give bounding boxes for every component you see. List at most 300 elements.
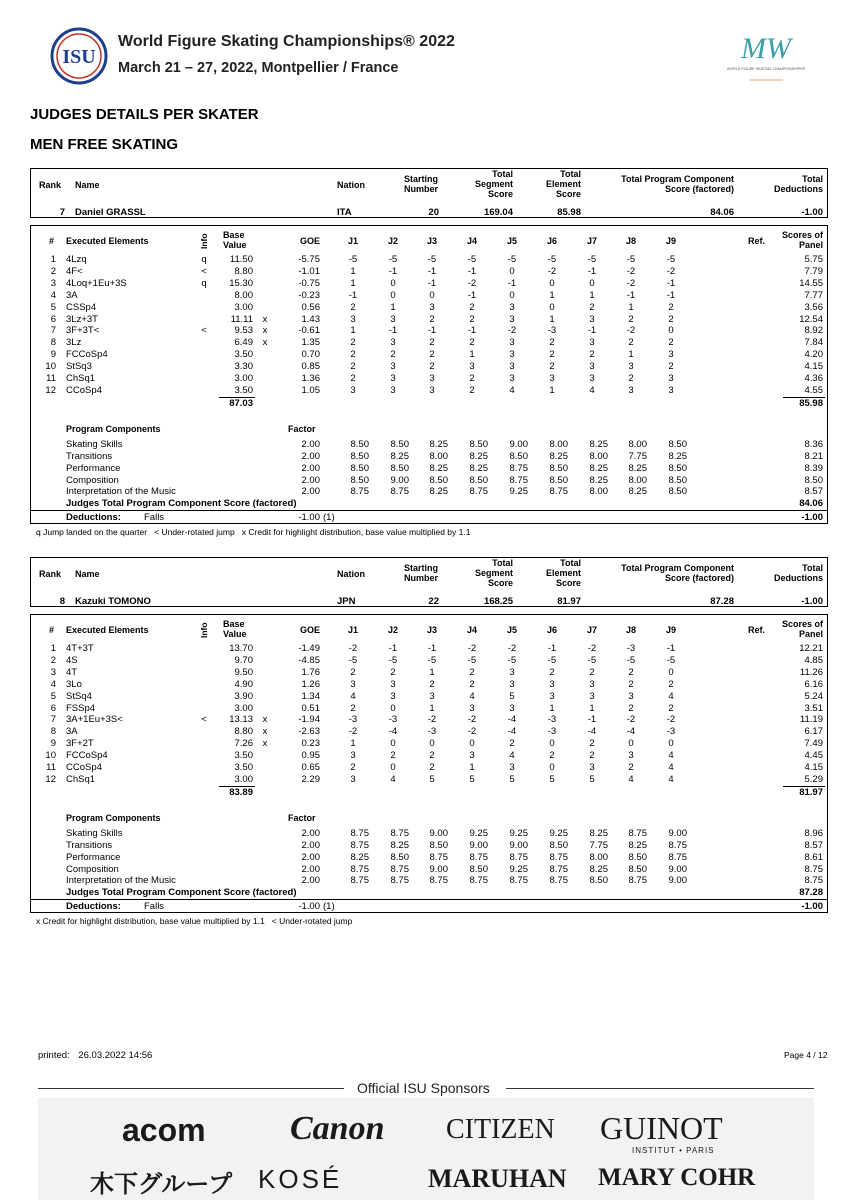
element-judge-5-score: 2 (509, 738, 515, 750)
component-judge-5-score: 8.75 (509, 851, 528, 863)
component-judge-8-score: 8.50 (628, 851, 647, 863)
element-judge-2-score: -5 (388, 654, 398, 666)
element-judge-7-score: 1 (589, 289, 595, 301)
element-judge-7-score: -1 (587, 714, 597, 726)
program-components-label: Program Components (66, 812, 161, 823)
element-base-value: 7.26 (234, 738, 253, 750)
component-judge-3-score: 8.25 (429, 486, 448, 498)
component-judge-5-score: 9.00 (509, 839, 528, 851)
sponsor-acom-logo: acom (122, 1112, 206, 1148)
component-row (31, 475, 829, 487)
element-info: q (201, 254, 207, 265)
element-judge-9-score: 4 (668, 690, 674, 702)
component-panel-score: 8.39 (804, 462, 823, 474)
element-judge-7-score: -4 (587, 726, 597, 738)
skater-total-segment-score: 169.04 (483, 207, 513, 218)
element-judge-4-score: 2 (469, 373, 475, 384)
component-judge-8-score: 8.75 (628, 827, 647, 839)
col-header-executed-elements: Executed Elements (66, 236, 149, 246)
component-panel-score: 8.50 (804, 474, 823, 486)
element-code: StSq3 (66, 361, 92, 373)
program-components-header (31, 812, 829, 824)
deductions-label: Deductions: (66, 901, 121, 913)
element-base-value: 3.00 (234, 702, 253, 714)
event-logo-caption: WORLD FIGURE SKATING CHAMPIONSHIPS® (726, 67, 806, 71)
component-judge-7-score: 8.00 (589, 486, 608, 498)
element-goe: -2.63 (298, 726, 320, 738)
element-judge-5-score: 5 (509, 690, 515, 702)
element-judge-7-score: 5 (589, 773, 595, 785)
col-header-ded-2: Deductions (773, 184, 823, 194)
element-row (31, 349, 829, 361)
deductions-row (31, 512, 829, 524)
skater-block (30, 168, 828, 543)
skater-starting-number: 20 (428, 207, 439, 218)
deduction-value: -1.00 (298, 901, 320, 913)
col-header-ded-1: Total (802, 174, 823, 184)
element-judge-8-score: -4 (626, 726, 636, 738)
pcs-total-label: Judges Total Program Component Score (factored) (66, 498, 297, 510)
element-panel-score: 4.85 (804, 654, 823, 666)
component-row (31, 828, 829, 840)
element-judge-3-score: 2 (429, 349, 435, 361)
col-header-panel: Panel (798, 629, 823, 639)
pcs-total-value: 84.06 (799, 498, 823, 510)
col-header-starting: Starting (403, 174, 438, 184)
component-factor: 2.00 (301, 462, 320, 474)
element-row (31, 325, 829, 337)
element-judge-4-score: 3 (469, 702, 475, 714)
element-judge-2-score: 0 (390, 738, 396, 750)
element-judge-2-score: 3 (390, 361, 396, 373)
element-judge-1-score: 1 (350, 265, 356, 277)
element-code: 3A+1Eu+3S< (66, 714, 123, 726)
element-judge-5-score: 4 (509, 384, 515, 396)
element-judge-9-score: 2 (668, 361, 674, 373)
judges-details-box (30, 225, 828, 524)
element-panel-score: 4.20 (804, 349, 823, 361)
element-goe: 0.70 (301, 349, 320, 361)
element-base-value: 8.80 (234, 265, 253, 277)
element-judge-3-score: -2 (427, 714, 437, 726)
element-judge-2-score: 3 (390, 384, 396, 396)
element-judge-2-score: -1 (388, 325, 398, 337)
element-judge-1-score: -1 (348, 289, 358, 301)
col-header-ref: Ref. (748, 625, 766, 635)
sponsor-guinot-sub: INSTITUT • PARIS (632, 1146, 715, 1155)
element-judge-3-score: 2 (429, 361, 435, 373)
element-row (31, 385, 829, 397)
element-judge-7-score: 2 (589, 738, 595, 750)
printed-timestamp (38, 1050, 152, 1061)
element-judge-1-score: -5 (348, 254, 358, 265)
deduction-count: (1) (323, 512, 335, 524)
col-header-panel: Panel (798, 240, 823, 250)
element-judge-8-score: 3 (628, 750, 634, 762)
component-judge-7-score: 8.25 (589, 462, 608, 474)
element-judge-2-score: 3 (390, 313, 396, 325)
pcs-total-row (31, 887, 829, 899)
component-judge-3-score: 8.50 (429, 474, 448, 486)
sponsor-canon-logo: Canon (290, 1110, 385, 1147)
legend-footnote: q Jump landed on the quarter < Under-rotated jump x Credit for highlight distribution, base value multiplied by 1.1 (36, 527, 471, 538)
element-judge-6-score: -2 (547, 265, 557, 277)
element-row (31, 361, 829, 373)
element-judge-3-score: 3 (429, 301, 435, 313)
component-panel-score: 8.75 (804, 875, 823, 887)
skater-name: Daniel GRASSL (75, 207, 146, 218)
element-code: FCCoSp4 (66, 349, 108, 361)
component-judge-9-score: 8.50 (668, 486, 687, 498)
col-header-rank: Rank (39, 180, 62, 190)
element-code: 4T+3T (66, 643, 94, 654)
element-panel-score: 4.36 (804, 373, 823, 384)
element-judge-7-score: 2 (589, 301, 595, 313)
printed-label: printed: (38, 1050, 70, 1061)
element-code: 4T (66, 666, 78, 678)
element-info: < (201, 325, 207, 337)
element-number: 6 (50, 313, 56, 325)
component-row (31, 840, 829, 852)
element-goe: -0.61 (298, 325, 320, 337)
component-judge-9-score: 9.00 (668, 827, 687, 839)
element-judge-4-score: 2 (469, 666, 475, 678)
component-factor: 2.00 (301, 450, 320, 462)
component-judge-8-score: 8.50 (628, 863, 647, 875)
element-code: FCCoSp4 (66, 750, 108, 762)
element-judge-7-score: 2 (589, 750, 595, 762)
pcs-rule (31, 510, 827, 511)
element-goe: 0.95 (301, 750, 320, 762)
element-judge-2-score: 3 (390, 373, 396, 384)
element-judge-1-score: 2 (350, 349, 356, 361)
skater-name: Kazuki TOMONO (75, 596, 151, 607)
element-judge-9-score: -1 (666, 643, 676, 654)
col-header-judge-3: J3 (426, 236, 437, 246)
element-judge-5-score: 3 (509, 337, 515, 349)
element-judge-9-score: 0 (668, 738, 674, 750)
element-judge-4-score: 2 (469, 313, 475, 325)
element-judge-6-score: 3 (549, 678, 555, 690)
sponsor-divider-left (38, 1088, 344, 1089)
component-name: Skating Skills (66, 438, 123, 450)
element-number: 12 (45, 773, 56, 785)
component-panel-score: 8.57 (804, 486, 823, 498)
element-judge-4-score: -2 (467, 714, 477, 726)
element-judge-9-score: 4 (668, 773, 674, 785)
element-judge-6-score: 2 (549, 349, 555, 361)
element-panel-score: 11.26 (799, 666, 823, 678)
element-judge-5-score: 3 (509, 762, 515, 773)
element-base-value: 11.50 (229, 254, 253, 265)
col-header-tpcs-1: Total Program Component (621, 563, 734, 573)
component-judge-6-score: 8.75 (549, 486, 568, 498)
col-header-judge-4: J4 (466, 625, 477, 635)
col-header-tss-2: Segment (474, 568, 513, 578)
element-judge-2-score: 0 (390, 702, 396, 714)
element-judge-1-score: 1 (350, 325, 356, 337)
element-number: 5 (50, 690, 56, 702)
col-header-tes-3: Score (555, 578, 581, 588)
element-code: FSSp4 (66, 702, 96, 714)
sponsors-band (38, 1098, 814, 1200)
element-goe: 1.35 (301, 337, 320, 349)
element-judge-7-score: 3 (589, 337, 595, 349)
element-goe: 0.85 (301, 361, 320, 373)
element-row (31, 726, 829, 738)
component-judge-6-score: 8.75 (549, 851, 568, 863)
component-factor: 2.00 (301, 851, 320, 863)
component-judge-7-score: 8.00 (589, 851, 608, 863)
element-judge-3-score: -3 (427, 726, 437, 738)
element-judge-4-score: -2 (467, 277, 477, 289)
component-judge-3-score: 8.75 (429, 851, 448, 863)
element-goe: 0.51 (301, 702, 320, 714)
element-judge-4-score: 3 (469, 750, 475, 762)
element-judge-7-score: 3 (589, 690, 595, 702)
col-header-judge-7: J7 (586, 236, 597, 246)
component-panel-score: 8.96 (804, 827, 823, 839)
document-title: JUDGES DETAILS PER SKATER (30, 106, 259, 123)
sponsor-citizen-logo: CITIZEN (446, 1114, 555, 1145)
element-judge-1-score: 3 (350, 313, 356, 325)
skater-rank: 8 (59, 596, 65, 607)
deductions-row (31, 901, 829, 913)
element-judge-1-score: 3 (350, 678, 356, 690)
element-judge-3-score: 3 (429, 384, 435, 396)
col-header-info: Info (198, 233, 209, 250)
element-judge-5-score: -4 (507, 714, 517, 726)
element-judge-6-score: 2 (549, 337, 555, 349)
component-judge-4-score: 8.50 (469, 474, 488, 486)
element-number: 10 (45, 750, 56, 762)
component-judge-2-score: 9.00 (390, 474, 409, 486)
skater-rank: 7 (59, 207, 65, 218)
element-goe: 1.36 (301, 373, 320, 384)
col-header-number-sign: # (49, 236, 55, 246)
col-header-scores-of: Scores of (781, 230, 823, 240)
sponsor-maruhan-logo: MARUHAN (428, 1164, 567, 1193)
col-header-tss-3: Score (487, 578, 513, 588)
element-judge-3-score: 2 (429, 762, 435, 773)
component-judge-4-score: 8.75 (469, 851, 488, 863)
element-base-value: 3.50 (234, 384, 253, 396)
element-bonus-marker: x (262, 313, 268, 325)
element-judge-2-score: -1 (388, 643, 398, 654)
element-judge-6-score: 5 (549, 773, 555, 785)
component-judge-7-score: 8.25 (589, 827, 608, 839)
element-info: < (201, 714, 207, 726)
base-value-total: 87.03 (229, 397, 253, 409)
judges-details-box (30, 614, 828, 913)
element-judge-4-score: 2 (469, 678, 475, 690)
deduction-count: (1) (323, 901, 335, 913)
component-judge-7-score: 8.25 (589, 438, 608, 450)
element-bonus-marker: x (262, 714, 268, 726)
col-header-value: Value (223, 240, 247, 250)
element-judge-4-score: 1 (469, 762, 475, 773)
col-header-nation: Nation (337, 569, 365, 579)
element-judge-6-score: 1 (549, 289, 555, 301)
element-judge-1-score: 2 (350, 361, 356, 373)
element-judge-5-score: -2 (507, 325, 517, 337)
component-judge-2-score: 8.50 (390, 851, 409, 863)
element-judge-6-score: -5 (547, 654, 557, 666)
elements-panel-total: 81.97 (799, 786, 823, 798)
col-header-judge-9: J9 (665, 625, 676, 635)
element-judge-2-score: -5 (388, 254, 398, 265)
skater-total-element-score: 81.97 (557, 596, 581, 607)
element-judge-3-score: -5 (427, 254, 437, 265)
element-panel-score: 14.55 (799, 277, 823, 289)
element-judge-5-score: 4 (509, 750, 515, 762)
element-judge-8-score: -1 (626, 289, 636, 301)
col-header-judge-8: J8 (625, 625, 636, 635)
element-judge-3-score: 5 (429, 773, 435, 785)
element-judge-2-score: 0 (390, 289, 396, 301)
element-judge-5-score: 3 (509, 666, 515, 678)
element-judge-4-score: -5 (467, 654, 477, 666)
element-judge-5-score: -5 (507, 254, 517, 265)
element-number: 7 (50, 714, 56, 726)
element-number: 2 (50, 654, 56, 666)
element-judge-1-score: 2 (350, 337, 356, 349)
element-judge-9-score: -5 (666, 654, 676, 666)
element-judge-9-score: 4 (668, 750, 674, 762)
element-judge-8-score: 3 (628, 690, 634, 702)
element-number: 1 (50, 643, 56, 654)
element-judge-5-score: -2 (507, 643, 517, 654)
element-judge-3-score: 3 (429, 690, 435, 702)
col-header-tss-1: Total (492, 169, 513, 179)
element-judge-1-score: -3 (348, 714, 358, 726)
component-judge-4-score: 8.50 (469, 438, 488, 450)
element-judge-6-score: 2 (549, 361, 555, 373)
pcs-total-label: Judges Total Program Component Score (factored) (66, 887, 297, 899)
element-judge-2-score: 1 (390, 301, 396, 313)
element-judge-7-score: -1 (587, 325, 597, 337)
element-judge-5-score: 0 (509, 289, 515, 301)
element-row (31, 750, 829, 762)
element-panel-score: 5.24 (804, 690, 823, 702)
component-judge-7-score: 8.25 (589, 474, 608, 486)
element-judge-9-score: 2 (668, 702, 674, 714)
component-judge-4-score: 8.25 (469, 450, 488, 462)
component-judge-3-score: 8.50 (429, 839, 448, 851)
element-judge-5-score: 3 (509, 349, 515, 361)
element-judge-3-score: -1 (427, 325, 437, 337)
component-factor: 2.00 (301, 875, 320, 887)
component-row (31, 875, 829, 887)
component-panel-score: 8.75 (804, 863, 823, 875)
element-code: 3Lz (66, 337, 82, 349)
element-row (31, 691, 829, 703)
skater-total-program-component-score: 84.06 (710, 207, 734, 218)
col-header-tes-2: Element (545, 179, 581, 189)
element-row (31, 762, 829, 774)
element-goe: 0.65 (301, 762, 320, 773)
component-judge-2-score: 8.25 (390, 450, 409, 462)
component-factor: 2.00 (301, 863, 320, 875)
col-header-judge-5: J5 (506, 625, 517, 635)
element-panel-score: 4.15 (804, 762, 823, 773)
element-judge-6-score: 1 (549, 384, 555, 396)
element-number: 3 (50, 277, 56, 289)
component-factor: 2.00 (301, 438, 320, 450)
element-judge-4-score: -5 (467, 254, 477, 265)
component-judge-2-score: 8.75 (390, 875, 409, 887)
component-panel-score: 8.36 (804, 438, 823, 450)
elements-total-row (31, 398, 829, 410)
skater-summary-box (30, 168, 828, 218)
element-judge-9-score: 0 (668, 325, 674, 337)
element-info: < (201, 265, 207, 277)
element-base-value: 9.53 (234, 325, 253, 337)
segment-title: MEN FREE SKATING (30, 136, 179, 153)
component-judge-6-score: 8.25 (549, 450, 568, 462)
component-name: Performance (66, 462, 121, 474)
col-header-starting: Starting (403, 563, 438, 573)
element-judge-6-score: -3 (547, 726, 557, 738)
element-judge-6-score: 1 (549, 313, 555, 325)
component-judge-2-score: 8.50 (390, 462, 409, 474)
element-judge-6-score: 3 (549, 690, 555, 702)
element-judge-4-score: 4 (469, 690, 475, 702)
element-row (31, 655, 829, 667)
element-judge-1-score: -2 (348, 643, 358, 654)
element-judge-1-score: 2 (350, 762, 356, 773)
element-base-value: 3.00 (234, 301, 253, 313)
component-judge-1-score: 8.50 (350, 450, 369, 462)
element-goe: -0.75 (298, 277, 320, 289)
element-judge-3-score: 0 (429, 289, 435, 301)
element-judge-7-score: 1 (589, 702, 595, 714)
deductions-total: -1.00 (801, 901, 823, 913)
col-header-name: Name (75, 569, 100, 579)
element-code: 3Lz+3T (66, 313, 98, 325)
element-number: 2 (50, 265, 56, 277)
sponsor-divider-right (506, 1088, 814, 1089)
component-judge-1-score: 8.50 (350, 474, 369, 486)
component-judge-3-score: 8.25 (429, 462, 448, 474)
component-judge-8-score: 8.00 (628, 474, 647, 486)
skater-total-element-score: 85.98 (557, 207, 581, 218)
element-judge-8-score: -2 (626, 325, 636, 337)
element-judge-1-score: -5 (348, 654, 358, 666)
element-judge-3-score: 0 (429, 738, 435, 750)
event-logo (726, 24, 806, 90)
element-number: 9 (50, 349, 56, 361)
col-header-judge-4: J4 (466, 236, 477, 246)
element-panel-score: 7.77 (804, 289, 823, 301)
element-judge-3-score: 1 (429, 666, 435, 678)
isu-logo (50, 27, 108, 85)
sponsor-kose-logo: KOSÉ (258, 1164, 343, 1194)
col-header-info: Info (198, 622, 209, 639)
element-judge-5-score: 3 (509, 301, 515, 313)
element-judge-4-score: 5 (469, 773, 475, 785)
component-judge-7-score: 8.00 (589, 450, 608, 462)
element-panel-score: 7.84 (804, 337, 823, 349)
element-judge-8-score: 0 (628, 738, 634, 750)
legend-footnote: x Credit for highlight distribution, base value multiplied by 1.1 < Under-rotated jump (36, 916, 353, 927)
element-judge-1-score: 3 (350, 773, 356, 785)
element-base-value: 3.30 (234, 361, 253, 373)
element-goe: -1.49 (298, 643, 320, 654)
component-judge-1-score: 8.75 (350, 486, 369, 498)
element-number: 4 (50, 289, 56, 301)
component-factor: 2.00 (301, 474, 320, 486)
